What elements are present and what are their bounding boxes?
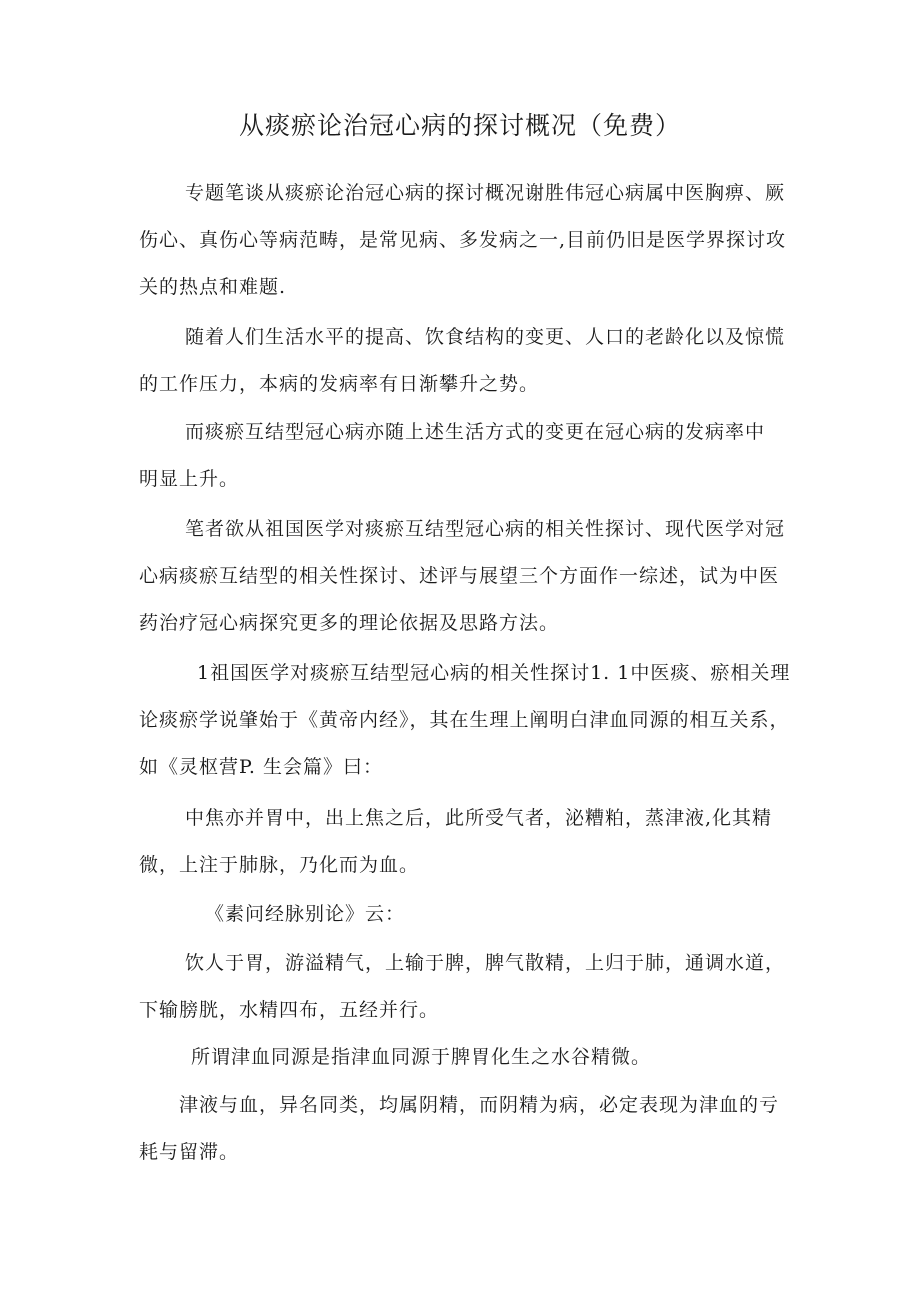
- paragraph-3: [139, 409, 794, 503]
- paragraph-6: [139, 795, 794, 889]
- paragraph-line: 《素问经脉别论》云：: [205, 903, 406, 925]
- paragraph-line: 笔者欲从祖国医学对痰瘀互结型冠心病的相关性探讨、现代医学对冠: [185, 518, 786, 540]
- paragraph-line: 耗与留滞。: [139, 1141, 240, 1163]
- paragraph-line: 专题笔谈从痰瘀论治冠心病的探讨概况谢胜伟冠心病属中医胸痹、厥: [185, 182, 786, 204]
- paragraph-line: 论痰瘀学说肇始于《黄帝内经》，其在生理上阐明白津血同源的相互关系，: [139, 709, 790, 731]
- paragraph-9: [139, 1034, 794, 1081]
- paragraph-line: 微，上注于肺脉，乃化而为血。: [139, 854, 420, 876]
- paragraph-line: 1祖国医学对痰瘀互结型冠心病的相关性探讨1. 1中医痰、瘀相关理: [197, 662, 791, 684]
- paragraph-line: 心病痰瘀互结型的相关性探讨、述评与展望三个方面作一综述，试为中医: [139, 565, 780, 587]
- paragraph-line: 明显上升。: [139, 468, 240, 490]
- paragraph-line: 中焦亦并胃中，出上焦之后，此所受气者，泌糟粕，蒸津液,化其精: [185, 807, 773, 829]
- paragraph-line: 津液与血，异名同类，均属阴精，而阴精为病，必定表现为津血的亏: [179, 1094, 780, 1116]
- paragraph-7: [139, 891, 794, 938]
- paragraph-5: [139, 650, 794, 791]
- paragraph-2: [139, 314, 794, 408]
- paragraph-line: 所谓津血同源是指津血同源于脾胃化生之水谷精微。: [191, 1046, 652, 1068]
- paragraph-line: 随着人们生活水平的提高、饮食结构的变更、人口的老龄化以及惊慌: [185, 326, 786, 348]
- paragraph-8: [139, 940, 794, 1034]
- paragraph-4: [139, 506, 794, 647]
- document-title: 从痰瘀论治冠心病的探讨概况（免费）: [238, 111, 681, 140]
- paragraph-line: 的工作压力，本病的发病率有日渐攀升之势。: [139, 373, 540, 395]
- paragraph-line: 如《灵枢营P. 生会篇》曰：: [139, 756, 384, 778]
- paragraph-line: 药治疗冠心病探究更多的理论依据及思路方法。: [139, 612, 560, 634]
- paragraph-1: [139, 170, 794, 311]
- paragraph-10: [139, 1082, 794, 1176]
- paragraph-line: 饮人于胃，游溢精气，上输于脾，脾气散精，上归于肺，通调水道，: [185, 952, 786, 974]
- paragraph-line: 而痰瘀互结型冠心病亦随上述生活方式的变更在冠心病的发病率中: [185, 421, 766, 443]
- paragraph-line: 关的热点和难题.: [139, 276, 287, 298]
- paragraph-line: 下输膀胱，水精四布，五经并行。: [139, 999, 440, 1021]
- paragraph-line: 伤心、真伤心等病范畴，是常见病、多发病之一,目前仍旧是医学界探讨攻: [139, 229, 787, 251]
